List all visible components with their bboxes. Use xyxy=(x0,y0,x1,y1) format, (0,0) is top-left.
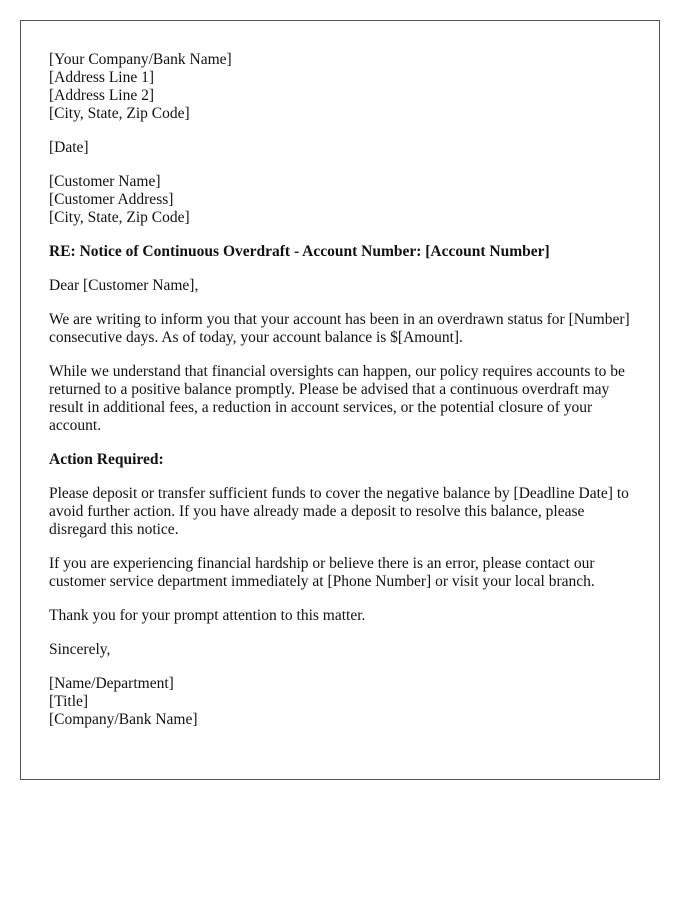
sender-company: [Your Company/Bank Name] xyxy=(49,51,232,68)
closing: Sincerely, xyxy=(49,641,111,658)
recipient-name: [Customer Name] xyxy=(49,173,161,190)
recipient-address-block xyxy=(49,173,631,227)
date-block xyxy=(49,139,631,157)
letter-document xyxy=(20,20,660,780)
signature-company: [Company/Bank Name] xyxy=(49,711,198,728)
signature-block xyxy=(49,675,631,729)
signature-title: [Title] xyxy=(49,693,89,710)
recipient-city-state-zip: [City, State, Zip Code] xyxy=(49,209,190,226)
paragraph-action: Please deposit or transfer sufficient funds to cover the negative balance by [Deadline Date] to avoid further action. If you have already made a deposit to resolve this balance, please disregard this notice. xyxy=(49,485,629,538)
sender-address-block xyxy=(49,51,631,123)
sender-city-state-zip: [City, State, Zip Code] xyxy=(49,105,190,122)
paragraph-policy: While we understand that financial oversights can happen, our policy requires accounts to be returned to a positive balance promptly. Please be advised that a continuous overdraft may result in additional fees, a reduction in account services, or the potential closure of your account. xyxy=(49,363,625,434)
subject-line: RE: Notice of Continuous Overdraft - Account Number: [Account Number] xyxy=(49,243,550,260)
paragraph-hardship-contact: If you are experiencing financial hardship or believe there is an error, please contact our customer service department immediately at [Phone Number] or visit your local branch. xyxy=(49,555,595,590)
paragraph-overdraft-status: We are writing to inform you that your account has been in an overdrawn status for [Number] consecutive days. As of today, your account balance is $[Amount]. xyxy=(49,311,630,346)
letter-date: [Date] xyxy=(49,139,89,156)
action-required-heading: Action Required: xyxy=(49,451,164,468)
sender-address-line-2: [Address Line 2] xyxy=(49,87,155,104)
salutation: Dear [Customer Name], xyxy=(49,277,199,294)
sender-address-line-1: [Address Line 1] xyxy=(49,69,155,86)
recipient-address: [Customer Address] xyxy=(49,191,174,208)
signature-name: [Name/Department] xyxy=(49,675,174,692)
paragraph-thank-you: Thank you for your prompt attention to this matter. xyxy=(49,607,366,624)
